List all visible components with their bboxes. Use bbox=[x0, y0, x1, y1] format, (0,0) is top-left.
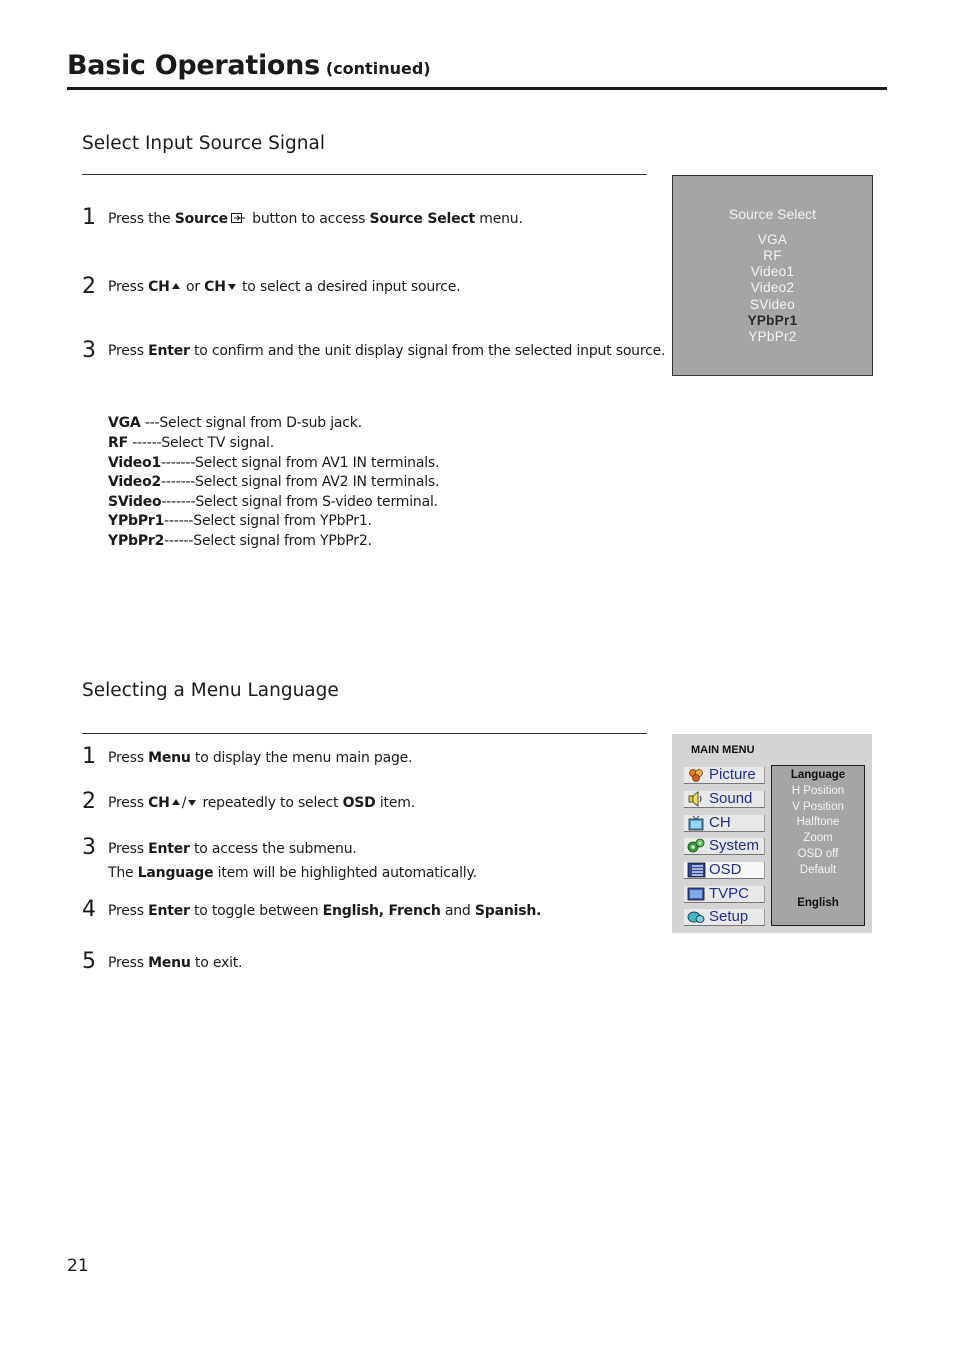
step-text: Press Menu to display the menu main page. bbox=[108, 750, 413, 766]
menu-item-system: System bbox=[684, 838, 765, 855]
gears-icon bbox=[686, 838, 706, 854]
list-icon bbox=[686, 862, 706, 878]
main-menu-title: MAIN MENU bbox=[691, 744, 755, 756]
language-value: English bbox=[797, 897, 839, 909]
down-arrow-icon bbox=[188, 800, 196, 806]
step-text: Press the Source button to access Source Select menu. bbox=[108, 211, 523, 227]
step-text: Press CH or CH to select a desired input source. bbox=[108, 279, 461, 295]
definition-line: RF ------Select TV signal. bbox=[108, 435, 274, 451]
submenu-item-language: Language bbox=[790, 769, 846, 781]
title-text: Basic Operations bbox=[67, 50, 320, 81]
people-icon bbox=[686, 767, 706, 783]
section-rule bbox=[82, 174, 647, 175]
source-item-svideo: SVideo bbox=[749, 297, 796, 312]
submenu-item-h-position: H Position bbox=[791, 785, 845, 797]
source-item-ypbpr1-selected: YPbPr1 bbox=[747, 313, 798, 328]
step-text: Press Enter to toggle between English, French and Spanish. bbox=[108, 903, 542, 919]
definition-line: Video2-------Select signal from AV2 IN terminals. bbox=[108, 474, 440, 490]
title-rule bbox=[67, 87, 887, 90]
title-continued: (continued) bbox=[325, 59, 431, 78]
step-number: 5 bbox=[82, 949, 96, 974]
step-number: 2 bbox=[82, 274, 96, 299]
speaker-icon bbox=[686, 791, 706, 807]
page-number: 21 bbox=[67, 1256, 89, 1276]
definition-line: YPbPr1------Select signal from YPbPr1. bbox=[108, 513, 372, 529]
definition-line: VGA ---Select signal from D-sub jack. bbox=[108, 415, 362, 431]
menu-item-ch: CH bbox=[684, 815, 765, 832]
monitor-icon bbox=[686, 886, 706, 902]
menu-item-setup: Setup bbox=[684, 909, 765, 926]
source-item-ypbpr2: YPbPr2 bbox=[748, 329, 797, 344]
section-heading-input-source: Select Input Source Signal bbox=[82, 133, 325, 154]
definition-line: Video1-------Select signal from AV1 IN terminals. bbox=[108, 455, 440, 471]
step-text: Press Enter to access the submenu. bbox=[108, 841, 357, 857]
section-heading-menu-language: Selecting a Menu Language bbox=[82, 680, 339, 701]
submenu-item-v-position: V Position bbox=[792, 801, 844, 813]
source-select-screen bbox=[672, 175, 873, 376]
up-arrow-icon bbox=[172, 283, 180, 289]
osd-submenu bbox=[771, 765, 865, 926]
source-input-icon bbox=[231, 213, 245, 223]
step-text: Press CH / repeatedly to select OSD item. bbox=[108, 795, 415, 811]
source-select-title: Source Select bbox=[728, 206, 817, 222]
source-item-video1: Video1 bbox=[750, 264, 795, 279]
step-number: 1 bbox=[82, 744, 96, 769]
setup-icon bbox=[686, 909, 706, 925]
submenu-item-zoom: Zoom bbox=[803, 832, 833, 844]
menu-item-tvpc: TVPC bbox=[684, 886, 765, 903]
source-item-video2: Video2 bbox=[750, 280, 795, 295]
submenu-item-osd-off: OSD off bbox=[797, 848, 839, 860]
step-text-continued: The Language item will be highlighted automatically. bbox=[108, 865, 477, 881]
up-arrow-icon bbox=[172, 799, 180, 805]
section-rule bbox=[82, 733, 647, 734]
source-item-rf: RF bbox=[763, 248, 782, 263]
step-number: 1 bbox=[82, 205, 96, 230]
submenu-item-default: Default bbox=[799, 864, 837, 876]
menu-item-osd: OSD bbox=[684, 862, 765, 879]
step-number: 3 bbox=[82, 835, 96, 860]
tv-icon bbox=[686, 815, 706, 831]
menu-item-sound: Sound bbox=[684, 791, 765, 808]
step-number: 2 bbox=[82, 789, 96, 814]
down-arrow-icon bbox=[228, 284, 236, 290]
definition-line: YPbPr2------Select signal from YPbPr2. bbox=[108, 533, 372, 549]
step-number: 3 bbox=[82, 338, 96, 363]
page-title bbox=[67, 50, 431, 81]
menu-item-picture: Picture bbox=[684, 767, 765, 784]
main-menu-screen bbox=[672, 734, 872, 933]
submenu-item-halftone: Halftone bbox=[796, 816, 840, 828]
step-text: Press Enter to confirm and the unit display signal from the selected input source. bbox=[108, 343, 666, 359]
step-number: 4 bbox=[82, 897, 96, 922]
step-text: Press Menu to exit. bbox=[108, 955, 243, 971]
definition-line: SVideo-------Select signal from S-video terminal. bbox=[108, 494, 438, 510]
source-item-vga: VGA bbox=[757, 232, 788, 247]
